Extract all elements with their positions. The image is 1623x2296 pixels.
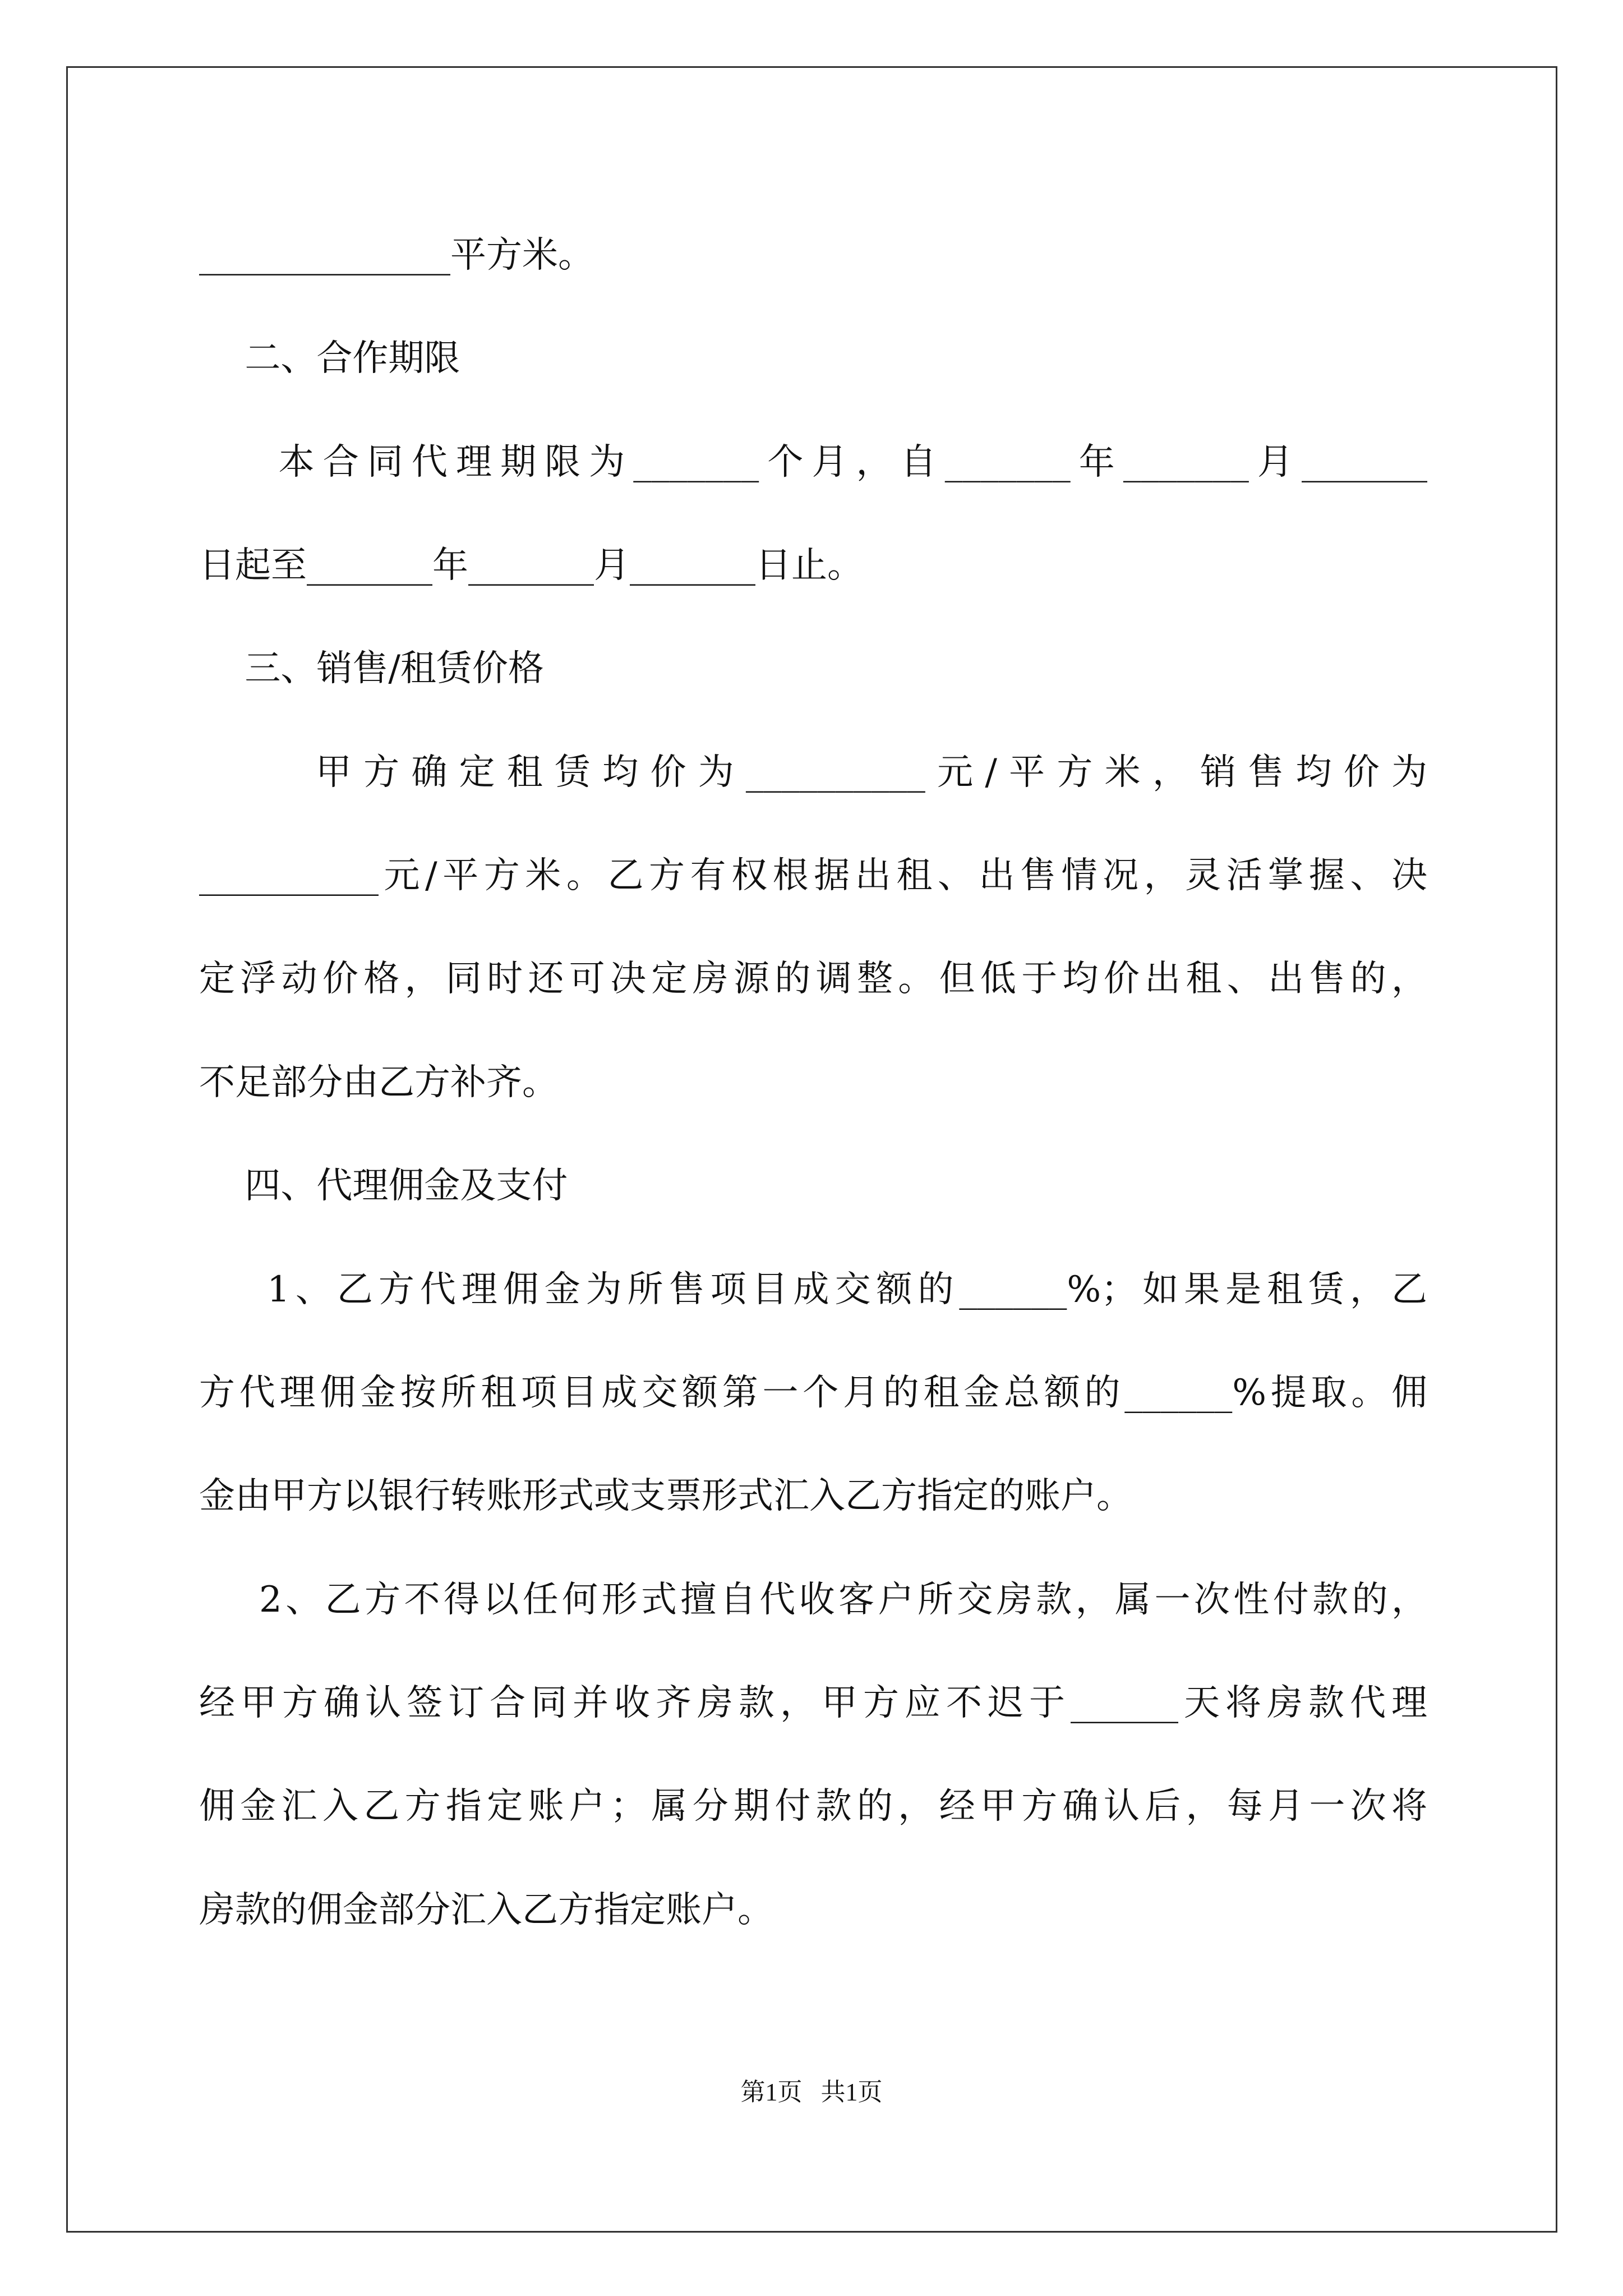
text-line-17: 房款的佣金部分汇入乙方指定账户。	[199, 1889, 773, 1931]
text-line-11: 1、乙方代理佣金为所售项目成交额的______%；如果是租赁，乙	[199, 1269, 1427, 1310]
text-line-16: 佣金汇入乙方指定账户；属分期付款的，经甲方确认后，每月一次将	[199, 1786, 1427, 1827]
text-line-9: 不足部分由乙方补齐。	[199, 1062, 558, 1103]
section-heading-price: 三、销售/租赁价格	[199, 648, 544, 689]
text-line-12: 方代理佣金按所租项目成交额第一个月的租金总额的______%提取。佣	[199, 1372, 1427, 1414]
section-heading-term: 二、合作期限	[199, 338, 460, 379]
text-line-6: 甲方确定租赁均价为__________元/平方米，销售均价为	[199, 752, 1427, 793]
page-footer: 第1页 共1页	[740, 2078, 883, 2106]
text-line-15: 经甲方确认签订合同并收齐房款，甲方应不迟于______天将房款代理	[199, 1682, 1427, 1724]
section-heading-commission: 四、代理佣金及支付	[199, 1165, 568, 1207]
text-line-8: 定浮动价格，同时还可决定房源的调整。但低于均价出租、出售的，	[199, 958, 1427, 1000]
text-line-1: ______________平方米。	[199, 234, 594, 276]
text-line-4: 日起至_______年_______月_______日止。	[199, 545, 863, 586]
text-line-14: 2、乙方不得以任何形式擅自代收客户所交房款，属一次性付款的，	[199, 1579, 1427, 1621]
text-line-7: __________元/平方米。乙方有权根据出租、出售情况，灵活掌握、决	[199, 855, 1427, 896]
text-line-13: 金由甲方以银行转账形式或支票形式汇入乙方指定的账户。	[199, 1475, 1132, 1517]
text-line-3: 本合同代理期限为_______个月，自_______年_______月_______	[199, 441, 1427, 483]
